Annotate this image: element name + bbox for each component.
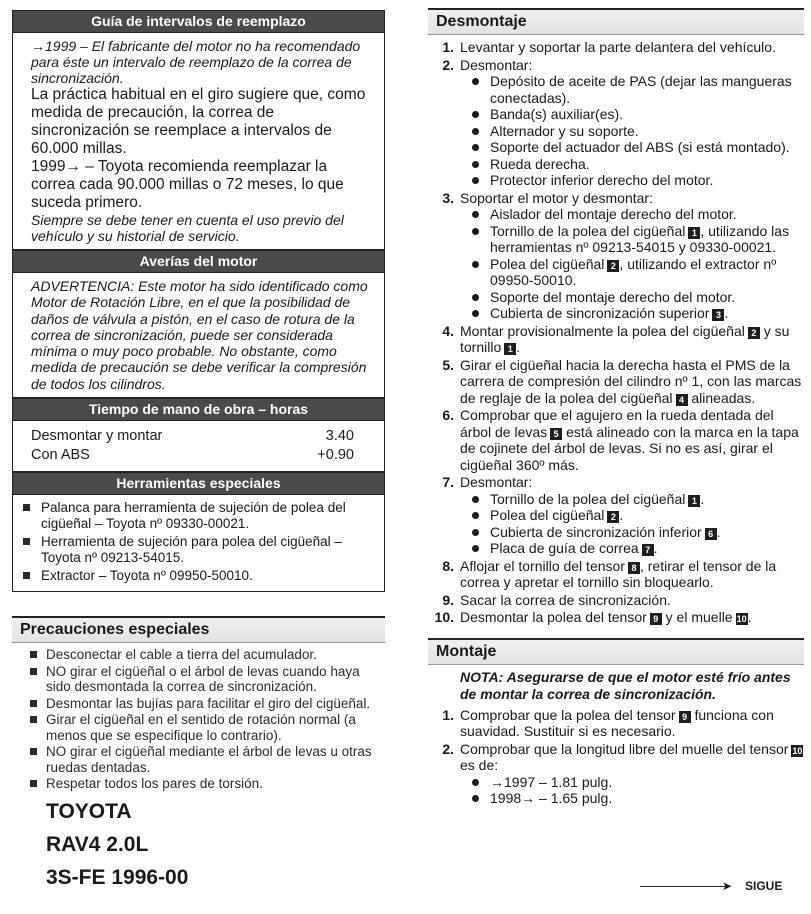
precautions-section — [12, 616, 385, 792]
sub-item: Tornillo de la polea del cigüeñal 1 . — [460, 491, 804, 508]
callout-badge: 10 — [736, 614, 747, 624]
removal-step: 2. Desmontar: Depósito de aceite de PAS (dejar las mangueras conectadas). Banda(s) auxiliar(es). Alternador y su soporte. Soporte del actuador del ABS (si está montado). Rueda derecha. Protector inferior derecho del motor. — [428, 57, 804, 189]
callout-badge: 5 — [550, 428, 562, 440]
vehicle-make: TOYOTA — [46, 800, 132, 823]
bullet-icon — [472, 496, 479, 503]
sub-item: Protector inferior derecho del motor. — [460, 172, 804, 189]
tools-heading: Herramientas especiales — [12, 472, 385, 495]
bullet-icon — [472, 78, 479, 85]
vehicle-info — [46, 795, 188, 894]
tool-item: Extractor – Toyota nº 09950-50010. — [19, 568, 368, 584]
sub-item: 1998→ – 1.65 pulg. — [460, 790, 804, 807]
bullet-icon — [472, 545, 479, 552]
callout-badge: 2 — [748, 327, 760, 339]
install-section — [428, 638, 804, 807]
removal-step: 7. Desmontar: Tornillo de la polea del cigüeñal 1 . Polea del cigüeñal 2 . Cubierta de sincronización inferior 6 . Placa de guía de correa 7 . — [428, 474, 804, 557]
square-bullet-icon — [23, 538, 30, 545]
removal-step: 8. Aflojar el tornillo del tensor 8 , retirar el tensor de la correa y apretar el tornillo sin bloquearlo. — [442, 557, 777, 590]
bullet-icon — [472, 177, 479, 184]
sub-item: Aislador del montaje derecho del motor. — [460, 206, 804, 223]
square-bullet-icon — [30, 780, 37, 787]
bullet-icon — [472, 779, 479, 786]
square-bullet-icon — [30, 651, 37, 658]
removal-step: 10. Desmontar la polea del tensor 9 y el muelle 10. — [434, 609, 752, 625]
left-column — [12, 10, 385, 793]
bullet-icon — [472, 512, 479, 519]
sub-item: Soporte del montaje derecho del motor. — [460, 289, 804, 306]
tool-item: Herramienta de sujeción para polea del cigüeñal – Toyota nº 09213-54015. — [19, 534, 368, 566]
sub-item: Tornillo de la polea del cigüeñal 1 , utilizando las herramientas nº 09213-54015 y 09330-00021. — [460, 223, 804, 256]
labor-value: 3.40 — [325, 428, 354, 445]
precaution-item: NO girar el cigüeñal mediante el árbol de levas u otras ruedas dentadas. — [12, 744, 385, 775]
square-bullet-icon — [30, 748, 37, 755]
callout-badge: 2 — [607, 260, 619, 272]
sub-item: Rueda derecha. — [460, 156, 804, 173]
removal-step: 4. Montar provisionalmente la polea del cigüeñal 2 y su tornillo 1 . — [442, 322, 790, 355]
vehicle-model: RAV4 2.0L — [46, 833, 149, 856]
precaution-item: Desconectar el cable a tierra del acumulador. — [12, 647, 385, 663]
tools-box — [12, 495, 385, 592]
callout-badge: 10 — [792, 745, 803, 756]
labor-label: Desmontar y montar — [31, 428, 163, 445]
callout-badge: 1 — [688, 495, 700, 507]
sub-item: Alternador y su soporte. — [460, 123, 804, 140]
callout-badge: 7 — [642, 544, 654, 556]
intervals-history-note: Siempre se debe tener en cuenta el uso previo del vehículo y su historial de servicio. — [31, 212, 344, 244]
labor-value: +0.90 — [317, 447, 354, 464]
bullet-icon — [472, 161, 479, 168]
removal-step: 9. Sacar la correa de sincronización. — [442, 591, 671, 608]
tool-item: Palanca para herramienta de sujeción de polea del cigüeñal – Toyota nº 09330-00021. — [19, 500, 368, 532]
square-bullet-icon — [23, 572, 30, 579]
removal-heading: Desmontaje — [428, 8, 804, 35]
intervals-practice-text: La práctica habitual en el giro sugiere que, como medida de precaución, la correa de sincronización se reemplace a intervalos de 60.000 millas. — [31, 86, 366, 157]
continue-label: SIGUE — [745, 879, 783, 893]
square-bullet-icon — [30, 716, 37, 723]
sub-item: Banda(s) auxiliar(es). — [460, 106, 804, 123]
sub-item: Cubierta de sincronización inferior 6 . — [460, 524, 804, 541]
bullet-icon — [472, 795, 479, 802]
callout-badge: 1 — [504, 343, 516, 355]
intervals-toyota-text: 1999→ – Toyota recomienda reemplazar la correa cada 90.000 millas o 72 meses, lo que suceda primero. — [31, 158, 344, 211]
damage-heading: Averías del motor — [12, 250, 385, 273]
callout-badge: 2 — [607, 511, 619, 523]
bullet-icon — [472, 211, 479, 218]
labor-heading: Tiempo de mano de obra – horas — [12, 398, 385, 421]
install-heading: Montaje — [428, 638, 804, 665]
removal-steps — [428, 39, 804, 626]
labor-label: Con ABS — [31, 447, 90, 464]
intervals-note-pre1999: →1999 – El fabricante del motor no ha recomendado para éste un intervalo de reemplazo de la correa de sincronización. — [31, 38, 361, 86]
square-bullet-icon — [30, 668, 37, 675]
bullet-icon — [472, 310, 479, 317]
callout-badge: 4 — [676, 394, 688, 406]
bullet-icon — [472, 111, 479, 118]
labor-row — [31, 446, 368, 465]
labor-box — [12, 421, 385, 472]
intervals-box — [12, 33, 385, 250]
sub-item: Polea del cigüeñal 2 , utilizando el extractor nº 09950-50010. — [460, 256, 804, 289]
precaution-item: Respetar todos los pares de torsión. — [12, 776, 385, 792]
precaution-item: Girar el cigüeñal en el sentido de rotación normal (a menos que se especifique lo contrario). — [12, 712, 385, 743]
bullet-icon — [472, 261, 479, 268]
bullet-icon — [472, 144, 479, 151]
removal-step: 5. Girar el cigüeñal hacia la derecha hasta el PMS de la carrera de compresión del cilindro nº 1, con las marcas de reglaje de la polea del cigüeñal 4 alineadas. — [442, 356, 802, 406]
callout-badge: 9 — [650, 613, 662, 625]
removal-step: 6. Comprobar que el agujero en la rueda dentada del árbol de levas 5 está alineado con la marca en la tapa de cojinete del árbol de levas. Si no es así, girar el cigüeñal 360º más. — [442, 407, 799, 473]
callout-badge: 9 — [679, 711, 691, 723]
square-bullet-icon — [30, 700, 37, 707]
right-column — [428, 8, 804, 808]
labor-row — [31, 427, 368, 446]
sub-item: Soporte del actuador del ABS (si está montado). — [460, 139, 804, 156]
sub-item: Placa de guía de correa 7 . — [460, 540, 804, 557]
square-bullet-icon — [23, 504, 30, 511]
intervals-heading: Guía de intervalos de reemplazo — [12, 10, 385, 33]
install-steps — [428, 707, 804, 807]
bullet-icon — [472, 128, 479, 135]
callout-badge: 6 — [705, 528, 717, 540]
precautions-heading: Precauciones especiales — [12, 616, 385, 643]
vehicle-engine: 3S-FE 1996-00 — [46, 866, 189, 889]
callout-badge: 1 — [688, 227, 700, 239]
precaution-item: Desmontar las bujías para facilitar el giro del cigüeñal. — [12, 696, 385, 712]
damage-warning-text: ADVERTENCIA: Este motor ha sido identificado como Motor de Rotación Libre, en el que la posibilidad de daños de válvula a pistón, en el caso de rotura de la correa de sincronización, puede ser considerada mínima o muy poco probable. No obstante, como medida de precaución se debe verificar la compresión de todos los cilindros. — [31, 278, 368, 392]
arrow-right-icon: ➤ — [722, 879, 733, 893]
sub-item: →1997 – 1.81 pulg. — [460, 774, 804, 791]
callout-badge: 3 — [712, 309, 724, 321]
install-step: 1. Comprobar que la polea del tensor 9 funciona con suavidad. Sustituir si es necesario. — [442, 706, 774, 739]
precaution-item: NO girar el cigüeñal o el árbol de levas cuando haya sido desmontada la correa de sincronización. — [12, 664, 385, 695]
callout-badge: 8 — [628, 562, 640, 574]
sub-item: Polea del cigüeñal 2 . — [460, 507, 804, 524]
removal-step: 3. Soportar el motor y desmontar: Aislador del montaje derecho del motor. Tornillo de la polea del cigüeñal 1 , utilizando las herramientas nº 09213-54015 y 09330-00021. Polea del cigüeñal 2 , utilizando el extractor nº 09950-50010. Soporte del montaje derecho del motor. Cubierta de sincronización superior 3 . — [428, 190, 804, 322]
sub-item: Depósito de aceite de PAS (dejar las mangueras conectadas). — [460, 73, 804, 106]
install-step: 2. Comprobar que la longitud libre del muelle del tensor 10 es de: →1997 – 1.81 pulg. 1998→ – 1.65 pulg. — [442, 740, 803, 806]
bullet-icon — [472, 228, 479, 235]
sub-item: Cubierta de sincronización superior 3 . — [460, 305, 804, 322]
damage-box — [12, 273, 385, 398]
continue-line — [640, 886, 728, 887]
bullet-icon — [472, 294, 479, 301]
removal-step: 1. Levantar y soportar la parte delantera del vehículo. — [442, 39, 776, 55]
bullet-icon — [472, 529, 479, 536]
install-note: NOTA: Asegurarse de que el motor esté frío antes de montar la correa de sincronización. — [460, 668, 791, 702]
